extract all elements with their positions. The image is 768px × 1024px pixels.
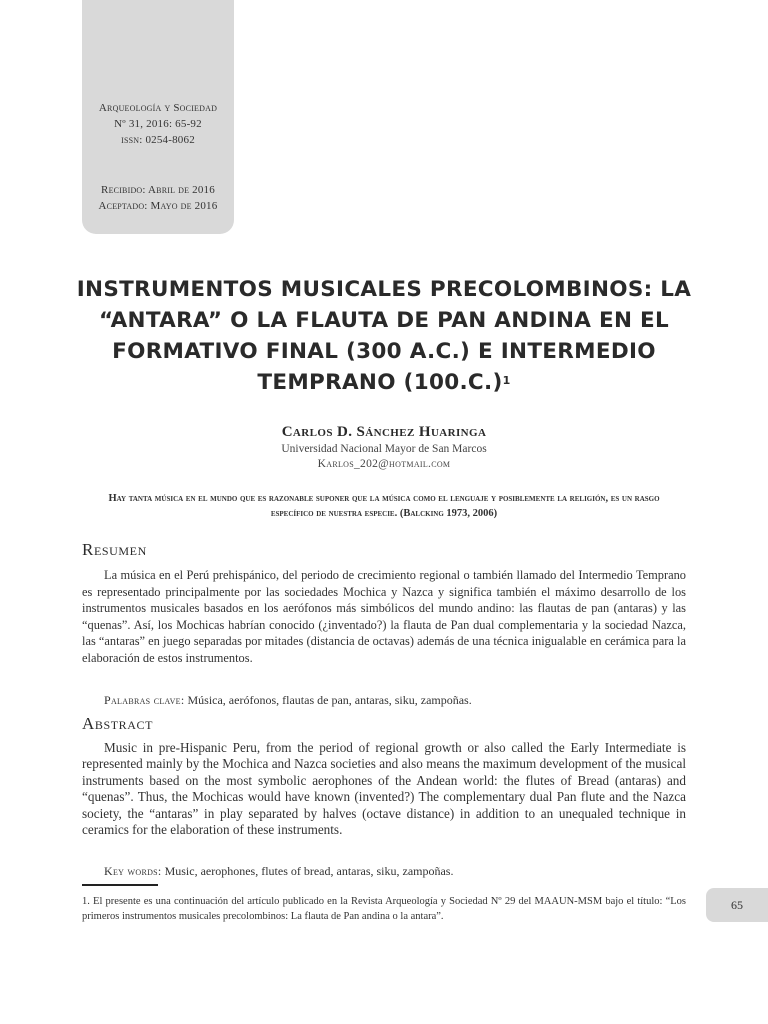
page-number: 65	[706, 888, 768, 922]
abstract-keywords	[104, 863, 686, 879]
resumen-heading: Resumen	[82, 540, 147, 559]
resumen-keywords-text: Música, aerófonos, flautas de pan, antaras, siku, zampoñas.	[184, 693, 472, 707]
resumen-keywords-label: Palabras clave:	[104, 693, 185, 707]
author-block	[0, 422, 768, 472]
title-footnote-mark[interactable]: 1	[502, 374, 511, 387]
abstract-heading: Abstract	[82, 714, 154, 733]
resumen-body: La música en el Perú prehispánico, del periodo de crecimiento regional o también llamado del Intermedio Temprano es representado principalmente por las sociedades Mochica y Nazca y significa también el máximo desarrollo de los instrumentos musicales basados en los aerófonos más simbólicos del mundo andino: las flautas de pan (antaras) y las “quenas”. Así, los Mochicas habrían conocido (¿inventado?) la flauta de Pan dual complementaria y la sociedad Nazca, las “antaras” en juego separadas por mitades (distancia de octavas) además de una técnica inigualable en cerámica para la elaboración de estos instrumentos.	[82, 568, 686, 665]
footnote-divider	[82, 884, 158, 886]
resumen-keywords	[104, 692, 686, 708]
abstract-keywords-text: Music, aerophones, flutes of bread, antaras, siku, zampoñas.	[161, 864, 454, 878]
journal-info-tab	[82, 0, 234, 234]
abstract-body: Music in pre-Hispanic Peru, from the period of regional growth or also called the Early Intermediate is represented mainly by the Mochica and Nazca societies and also means the maximum development of the musical instruments based on the most symbolic aerophones of the Andean world: the flutes of Bread (antaras) and “quenas”. Thus, the Mochicas would have known (invented?) The complementary dual Pan flute and the Nazca society, the “antaras” in play separated by halves (octave distance) in addition to an unequaled technique in ceramics for the elaboration of these instruments.	[82, 740, 686, 838]
received-date: Recibido: Abril de 2016	[101, 184, 215, 196]
article-title	[60, 274, 708, 398]
epigraph: Hay tanta música en el mundo que es razonable suponer que la música como el lenguaje y posiblemente la religión, es un rasgo específico de nuestra especie. (Balcking 1973, 2006)	[108, 493, 660, 519]
article-title-text: INSTRUMENTOS MUSICALES PRECOLOMBINOS: LA “ANTARA” O LA FLAUTA DE PAN ANDINA EN EL FORMATIVO FINAL (300 A.C.) E INTERMEDIO TEMPRANO (100.C.)	[76, 277, 692, 395]
journal-meta	[82, 100, 234, 148]
journal-issue: Nº 31, 2016: 65-92	[114, 118, 202, 130]
abstract-keywords-label: Key words:	[104, 864, 162, 878]
author-affiliation: Universidad Nacional Mayor de San Marcos	[281, 443, 487, 455]
journal-issn: issn: 0254-8062	[121, 134, 195, 146]
footnote: 1. El presente es una continuación del artículo publicado en la Revista Arqueología y Sociedad Nº 29 del MAAUN-MSM bajo el título: “Los primeros instrumentos musicales precolombinos: La flauta de Pan andina o la antara”.	[82, 896, 686, 922]
author-name: Carlos D. Sánchez Huaringa	[281, 424, 487, 440]
journal-name: Arqueología y Sociedad	[98, 102, 218, 114]
author-email[interactable]: Karlos_202@hotmail.com	[317, 458, 451, 470]
journal-dates	[82, 182, 234, 214]
accepted-date: Aceptado: Mayo de 2016	[98, 200, 218, 212]
